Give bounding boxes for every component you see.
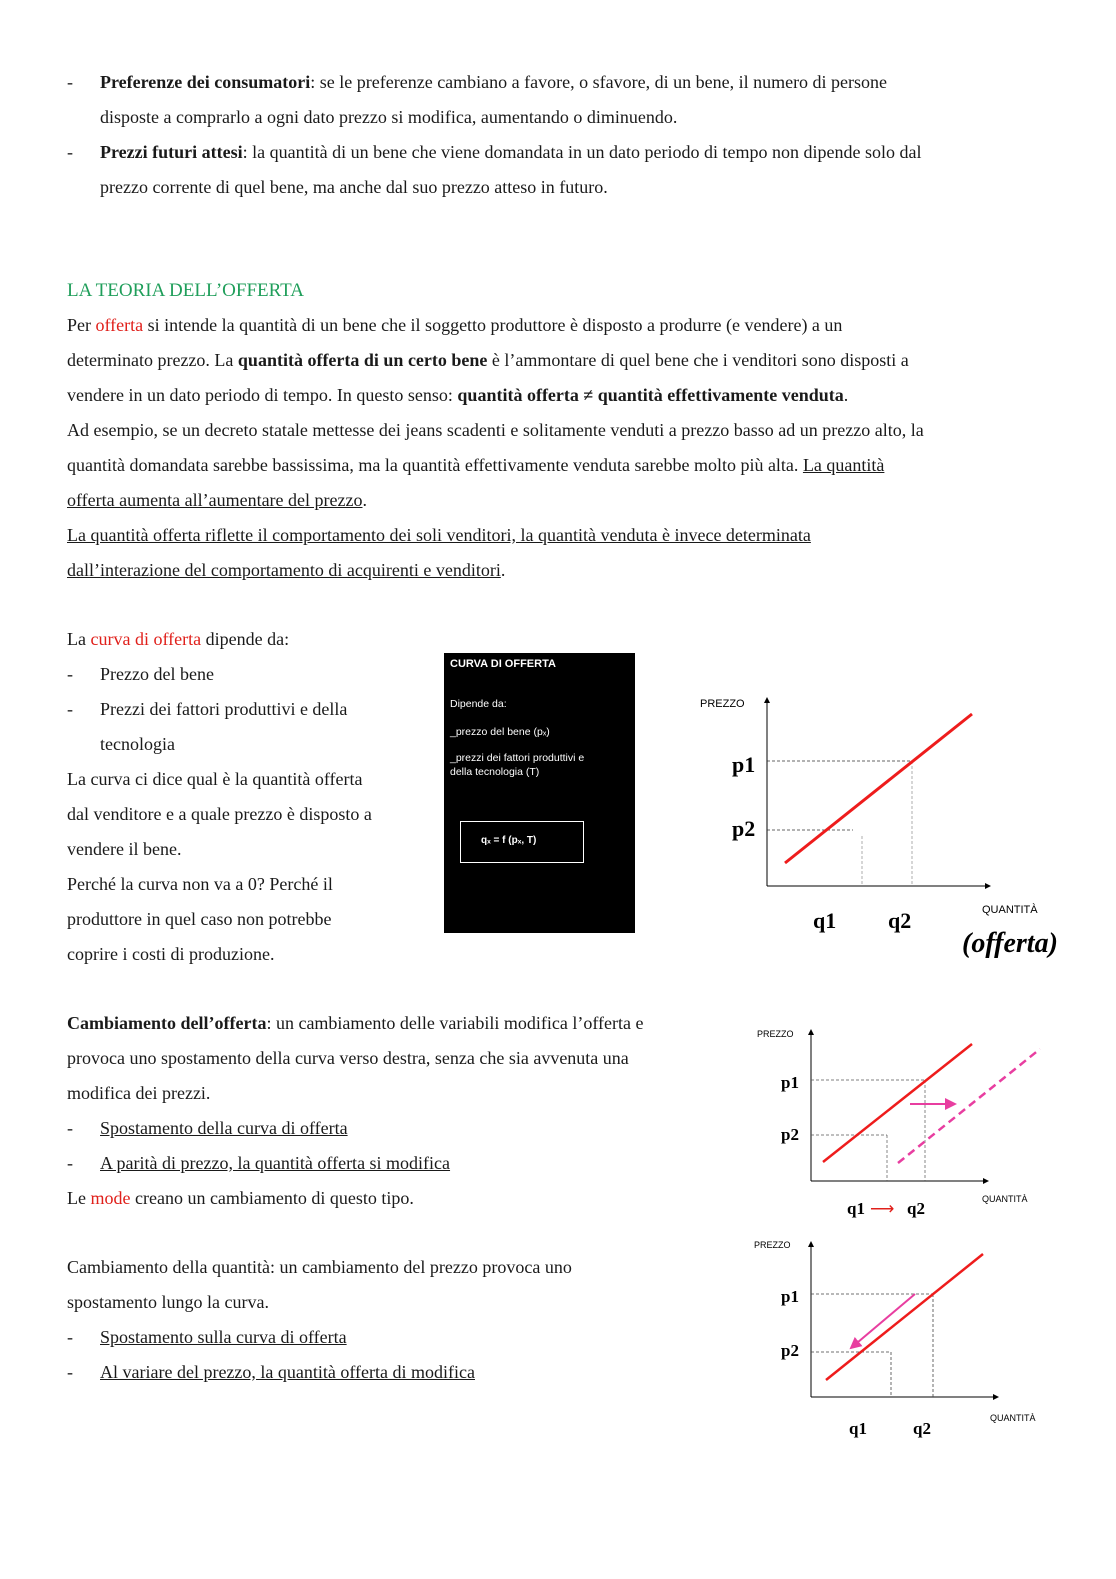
box-item: _prezzi dei fattori produttivi e: [450, 752, 585, 764]
box-item: della tecnologia (T): [450, 766, 540, 778]
highlighted-term: mode: [90, 1188, 131, 1208]
underlined-text: La quantità: [802, 455, 885, 475]
supply-curve: [826, 1254, 983, 1380]
bullet-dash: -: [67, 72, 73, 92]
p2-label: p2: [781, 1125, 799, 1144]
text-segment: La curva ci dice qual è la quantità offerta: [67, 769, 363, 789]
text-segment: La: [67, 629, 91, 649]
bullet-dash: -: [67, 1327, 73, 1347]
text-segment: prezzo corrente di quel bene, ma anche dal suo prezzo atteso in futuro.: [100, 177, 608, 197]
x-axis-label: QUANTITÀ: [990, 1413, 1036, 1423]
text-segment: produttore in quel caso non potrebbe: [67, 909, 332, 929]
supply-curve: [785, 714, 972, 863]
y-axis-label: PREZZO: [700, 698, 745, 710]
bullet-dash: -: [67, 142, 73, 162]
bullet-dash: -: [67, 1362, 73, 1382]
underlined-text: Spostamento sulla curva di offerta: [100, 1327, 347, 1347]
y-axis-label: PREZZO: [757, 1029, 794, 1039]
text-segment: vendere il bene.: [67, 839, 182, 859]
q2-label: q2: [907, 1199, 925, 1218]
underlined-text: dall’interazione del comportamento di acquirenti e venditori: [67, 560, 501, 580]
text-segment: tecnologia: [100, 734, 175, 754]
q1-label: q1: [847, 1199, 865, 1218]
text-segment: quantità domandata sarebbe bassissima, ma la quantità effettivamente venduta sarebbe molto più alta.: [67, 455, 803, 475]
text-segment: Prezzo del bene: [100, 664, 214, 684]
text-segment: Le: [67, 1188, 91, 1208]
box-subtitle: Dipende da:: [450, 698, 507, 710]
text-segment: .: [500, 560, 506, 580]
section-heading: LA TEORIA DELL’OFFERTA: [67, 280, 304, 301]
underlined-text: offerta aumenta all’aumentare del prezzo: [67, 490, 363, 510]
text-segment: si intende la quantità di un bene che il soggetto produttore è disposto a produrre (e vendere) a un: [143, 315, 843, 335]
q1-label: q1: [813, 908, 837, 933]
underlined-text: La quantità offerta riflette il comportamento dei soli venditori, la quantità venduta è invece determinata: [67, 525, 811, 545]
text-segment: modifica dei prezzi.: [67, 1083, 211, 1103]
p1-label: p1: [732, 752, 756, 777]
text-segment: Prezzi dei fattori produttivi e della: [100, 699, 348, 719]
supply-graph-2: [757, 1029, 1040, 1218]
bullet-dash: -: [67, 664, 73, 684]
text-segment: : la quantità di un bene che viene domandata in un dato periodo di tempo non dipende solo dal: [242, 142, 922, 162]
p2-label: p2: [732, 816, 756, 841]
text-segment: provoca uno spostamento della curva verso destra, senza che sia avvenuta una: [67, 1048, 629, 1068]
text-segment: : se le preferenze cambiano a favore, o sfavore, di un bene, il numero di persone: [310, 72, 888, 92]
underlined-text: Al variare del prezzo, la quantità offerta di modifica: [100, 1362, 475, 1382]
q1-label: q1: [849, 1419, 867, 1438]
underlined-text: A parità di prezzo, la quantità offerta si modifica: [100, 1153, 451, 1173]
text-segment: coprire i costi di produzione.: [67, 944, 275, 964]
text-segment: Perché la curva non va a 0? Perché il: [67, 874, 333, 894]
text-segment: determinato prezzo. La: [67, 350, 238, 370]
bold-term: quantità offerta di un certo bene: [237, 350, 488, 370]
p1-label: p1: [781, 1287, 799, 1306]
formula: qₓ = f (pₓ, T): [481, 835, 537, 846]
p1-label: p1: [781, 1073, 799, 1092]
supply-graph-3: [754, 1240, 1036, 1438]
shift-arrow-label: ⟶: [870, 1199, 895, 1218]
x-axis-label: QUANTITÀ: [982, 904, 1038, 916]
text-segment: Cambiamento della quantità: un cambiamento del prezzo provoca uno: [67, 1257, 572, 1277]
bullet-dash: -: [67, 1153, 73, 1173]
handwritten-note: (offerta): [962, 928, 1058, 959]
text-segment: dipende da:: [201, 629, 290, 649]
q2-label: q2: [888, 908, 912, 933]
text-segment: è l’ammontare di quel bene che i venditori sono disposti a: [487, 350, 909, 370]
text-segment: Per: [67, 315, 96, 335]
text-segment: : un cambiamento delle variabili modifica l’offerta e: [266, 1013, 644, 1033]
bold-term: quantità offerta ≠ quantità effettivamente venduta: [457, 385, 844, 405]
text-segment: .: [843, 385, 849, 405]
bullet-dash: -: [67, 1118, 73, 1138]
underlined-text: Spostamento della curva di offerta: [100, 1118, 348, 1138]
p2-label: p2: [781, 1341, 799, 1360]
highlighted-term: curva di offerta: [90, 629, 202, 649]
box-title: CURVA DI OFFERTA: [450, 658, 556, 670]
bold-term: Cambiamento dell’offerta: [67, 1013, 267, 1033]
text-segment: spostamento lungo la curva.: [67, 1292, 269, 1312]
bold-term: Preferenze dei consumatori: [100, 72, 311, 92]
text-segment: dal venditore e a quale prezzo è disposto a: [67, 804, 372, 824]
movement-arrow: [851, 1294, 915, 1348]
x-axis-label: QUANTITÀ: [982, 1194, 1028, 1204]
highlighted-term: offerta: [95, 315, 144, 335]
text-segment: vendere in un dato periodo di tempo. In questo senso:: [67, 385, 458, 405]
y-axis-label: PREZZO: [754, 1240, 791, 1250]
text-segment: Ad esempio, se un decreto statale mettesse dei jeans scadenti e solitamente venduti a prezzo basso ad un prezzo alto, la: [67, 420, 924, 440]
bullet-dash: -: [67, 699, 73, 719]
bold-term: Prezzi futuri attesi: [100, 142, 243, 162]
supply-graph-1: [700, 698, 1058, 959]
shifted-supply-curve: [898, 1049, 1040, 1163]
text-segment: .: [362, 490, 367, 510]
text-segment: creano un cambiamento di questo tipo.: [130, 1188, 414, 1208]
text-segment: disposte a comprarlo a ogni dato prezzo si modifica, aumentando o diminuendo.: [100, 107, 678, 127]
q2-label: q2: [913, 1419, 931, 1438]
box-item: _prezzo del bene (pₓ): [450, 726, 550, 738]
